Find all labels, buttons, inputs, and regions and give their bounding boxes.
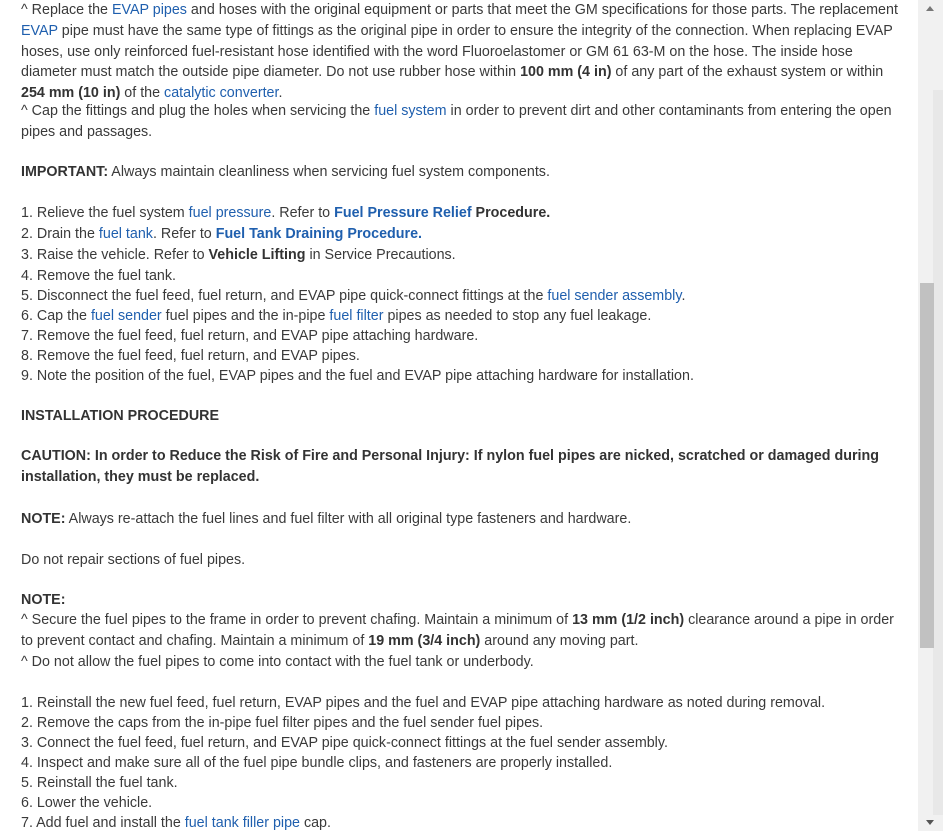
text: in Service Precautions.	[305, 247, 456, 263]
removal-step-4: 4. Remove the fuel tank.	[21, 268, 176, 284]
text: 3. Raise the vehicle. Refer to	[21, 247, 209, 263]
text: 7. Add fuel and install the	[21, 815, 185, 831]
link-fuel-sender-assembly[interactable]: fuel sender assembly	[547, 288, 682, 304]
text: 1. Relieve the fuel system	[21, 205, 189, 221]
install-step-1: 1. Reinstall the new fuel feed, fuel return, EVAP pipes and the fuel and EVAP pipe attaching hardware as noted during removal.	[21, 695, 826, 711]
note-reattach	[21, 509, 631, 529]
bold-reference: Vehicle Lifting	[208, 247, 306, 263]
no-repair-text: Do not repair sections of fuel pipes.	[21, 552, 246, 568]
text: ^ Replace the	[21, 2, 112, 18]
intro-paragraph-cap-fittings	[21, 101, 906, 143]
bold-spec: 19 mm (3/4 inch)	[368, 632, 481, 649]
important-label: IMPORTANT:	[21, 164, 109, 180]
removal-step-5	[21, 286, 685, 306]
install-step-2: 2. Remove the caps from the in-pipe fuel filter pipes and the fuel sender fuel pipes.	[21, 715, 544, 731]
link-catalytic-converter[interactable]: catalytic converter	[164, 85, 279, 102]
bold-spec: 254 mm (10 in)	[21, 85, 121, 102]
text: around any moving part.	[480, 632, 639, 649]
install-step-3: 3. Connect the fuel feed, fuel return, and EVAP pipe quick-connect fittings at the fuel sender assembly.	[21, 735, 668, 751]
text: 2. Drain the	[21, 226, 99, 242]
link-evap-pipes[interactable]: EVAP pipes	[111, 2, 187, 18]
text: .	[681, 288, 686, 304]
caution-notice: CAUTION: In order to Reduce the Risk of Fire and Personal Injury: If nylon fuel pipes are nicked, scratched or damaged during installation, they must be replaced.	[21, 448, 879, 485]
scroll-down-button[interactable]	[918, 815, 943, 831]
note-bullet-no-contact: ^ Do not allow the fuel pipes to come into contact with the fuel tank or underbody.	[21, 654, 534, 670]
bold-spec: 13 mm (1/2 inch)	[572, 612, 685, 628]
arrow-down-icon	[926, 820, 934, 825]
text: 6. Cap the	[21, 308, 91, 324]
text: Procedure.	[471, 205, 551, 221]
scrollbar-thumb[interactable]	[920, 283, 934, 648]
removal-step-3	[21, 245, 456, 265]
removal-step-1	[21, 203, 550, 223]
removal-step-6	[21, 306, 651, 326]
text: ^ Secure the fuel pipes to the frame in order to prevent chafing. Maintain a minimum of	[21, 612, 573, 628]
text: of the	[120, 85, 165, 102]
link-fuel-sender[interactable]: fuel sender	[90, 308, 162, 324]
scroll-up-button[interactable]	[918, 0, 943, 16]
text: clearance around a pipe in order to prevent contact and chafing. Maintain a minimum of	[21, 612, 894, 649]
text: .	[278, 85, 283, 102]
arrow-up-icon	[926, 6, 934, 11]
text: pipe must have the same type of fittings as the original pipe in order to ensure the integrity of the connection. When replacing EVAP hoses, use only reinforced fuel-resistant hose identified with the word Fluoroelastomer or GM 61 63-M on the hose. The inside hose diameter must match the outside pipe diameter. Do not use rubber hose within	[21, 22, 893, 81]
link-fuel-filter[interactable]: fuel filter	[329, 308, 384, 324]
removal-step-2	[21, 224, 422, 244]
important-notice	[21, 162, 550, 182]
text: Always maintain cleanliness when servicing fuel system components.	[108, 164, 550, 180]
text: cap.	[299, 815, 331, 831]
removal-step-9: 9. Note the position of the fuel, EVAP pipes and the fuel and EVAP pipe attaching hardware for installation.	[21, 368, 694, 384]
text: . Refer to	[152, 226, 216, 242]
link-fuel-system[interactable]: fuel system	[374, 103, 447, 119]
installation-heading: INSTALLATION PROCEDURE	[21, 408, 220, 424]
removal-step-8: 8. Remove the fuel feed, fuel return, and EVAP pipes.	[21, 348, 360, 364]
text: 5. Disconnect the fuel feed, fuel return, and EVAP pipe quick-connect fittings at the	[21, 288, 548, 304]
intro-paragraph-evap	[21, 0, 906, 104]
install-step-5: 5. Reinstall the fuel tank.	[21, 775, 178, 791]
link-fuel-pressure[interactable]: fuel pressure	[188, 205, 272, 221]
link-fuel-pressure-relief[interactable]: Fuel Pressure Relief	[334, 205, 472, 221]
install-step-4: 4. Inspect and make sure all of the fuel pipe bundle clips, and fasteners are properly installed.	[21, 755, 613, 771]
note-label: NOTE:	[21, 511, 66, 527]
text: of any part of the exhaust system or within	[611, 64, 884, 81]
removal-step-7: 7. Remove the fuel feed, fuel return, and EVAP pipe attaching hardware.	[21, 328, 479, 344]
scrollbar-track[interactable]	[933, 90, 943, 815]
text: . Refer to	[271, 205, 335, 221]
text: in order to prevent dirt and other contaminants from entering the open pipes and passages.	[21, 103, 892, 140]
bold-spec: 100 mm (4 in)	[520, 64, 612, 81]
text: and hoses with the original equipment or parts that meet the GM specifications for those parts. The replacement	[186, 2, 898, 18]
link-evap[interactable]: EVAP	[21, 22, 58, 39]
link-fuel-tank[interactable]: fuel tank	[98, 226, 153, 242]
note-bullet-secure-pipes	[21, 610, 906, 652]
link-fuel-tank-draining-procedure[interactable]: Fuel Tank Draining Procedure.	[215, 226, 423, 242]
text: Always re-attach the fuel lines and fuel filter with all original type fasteners and hardware.	[65, 511, 632, 527]
text: pipes as needed to stop any fuel leakage.	[383, 308, 652, 324]
text: fuel pipes and the in-pipe	[161, 308, 330, 324]
install-step-7	[21, 813, 331, 833]
note-label: NOTE:	[21, 592, 66, 608]
link-fuel-tank-filler-pipe[interactable]: fuel tank filler pipe	[184, 815, 300, 831]
text: ^ Cap the fittings and plug the holes when servicing the	[21, 103, 375, 119]
install-step-6: 6. Lower the vehicle.	[21, 795, 153, 811]
